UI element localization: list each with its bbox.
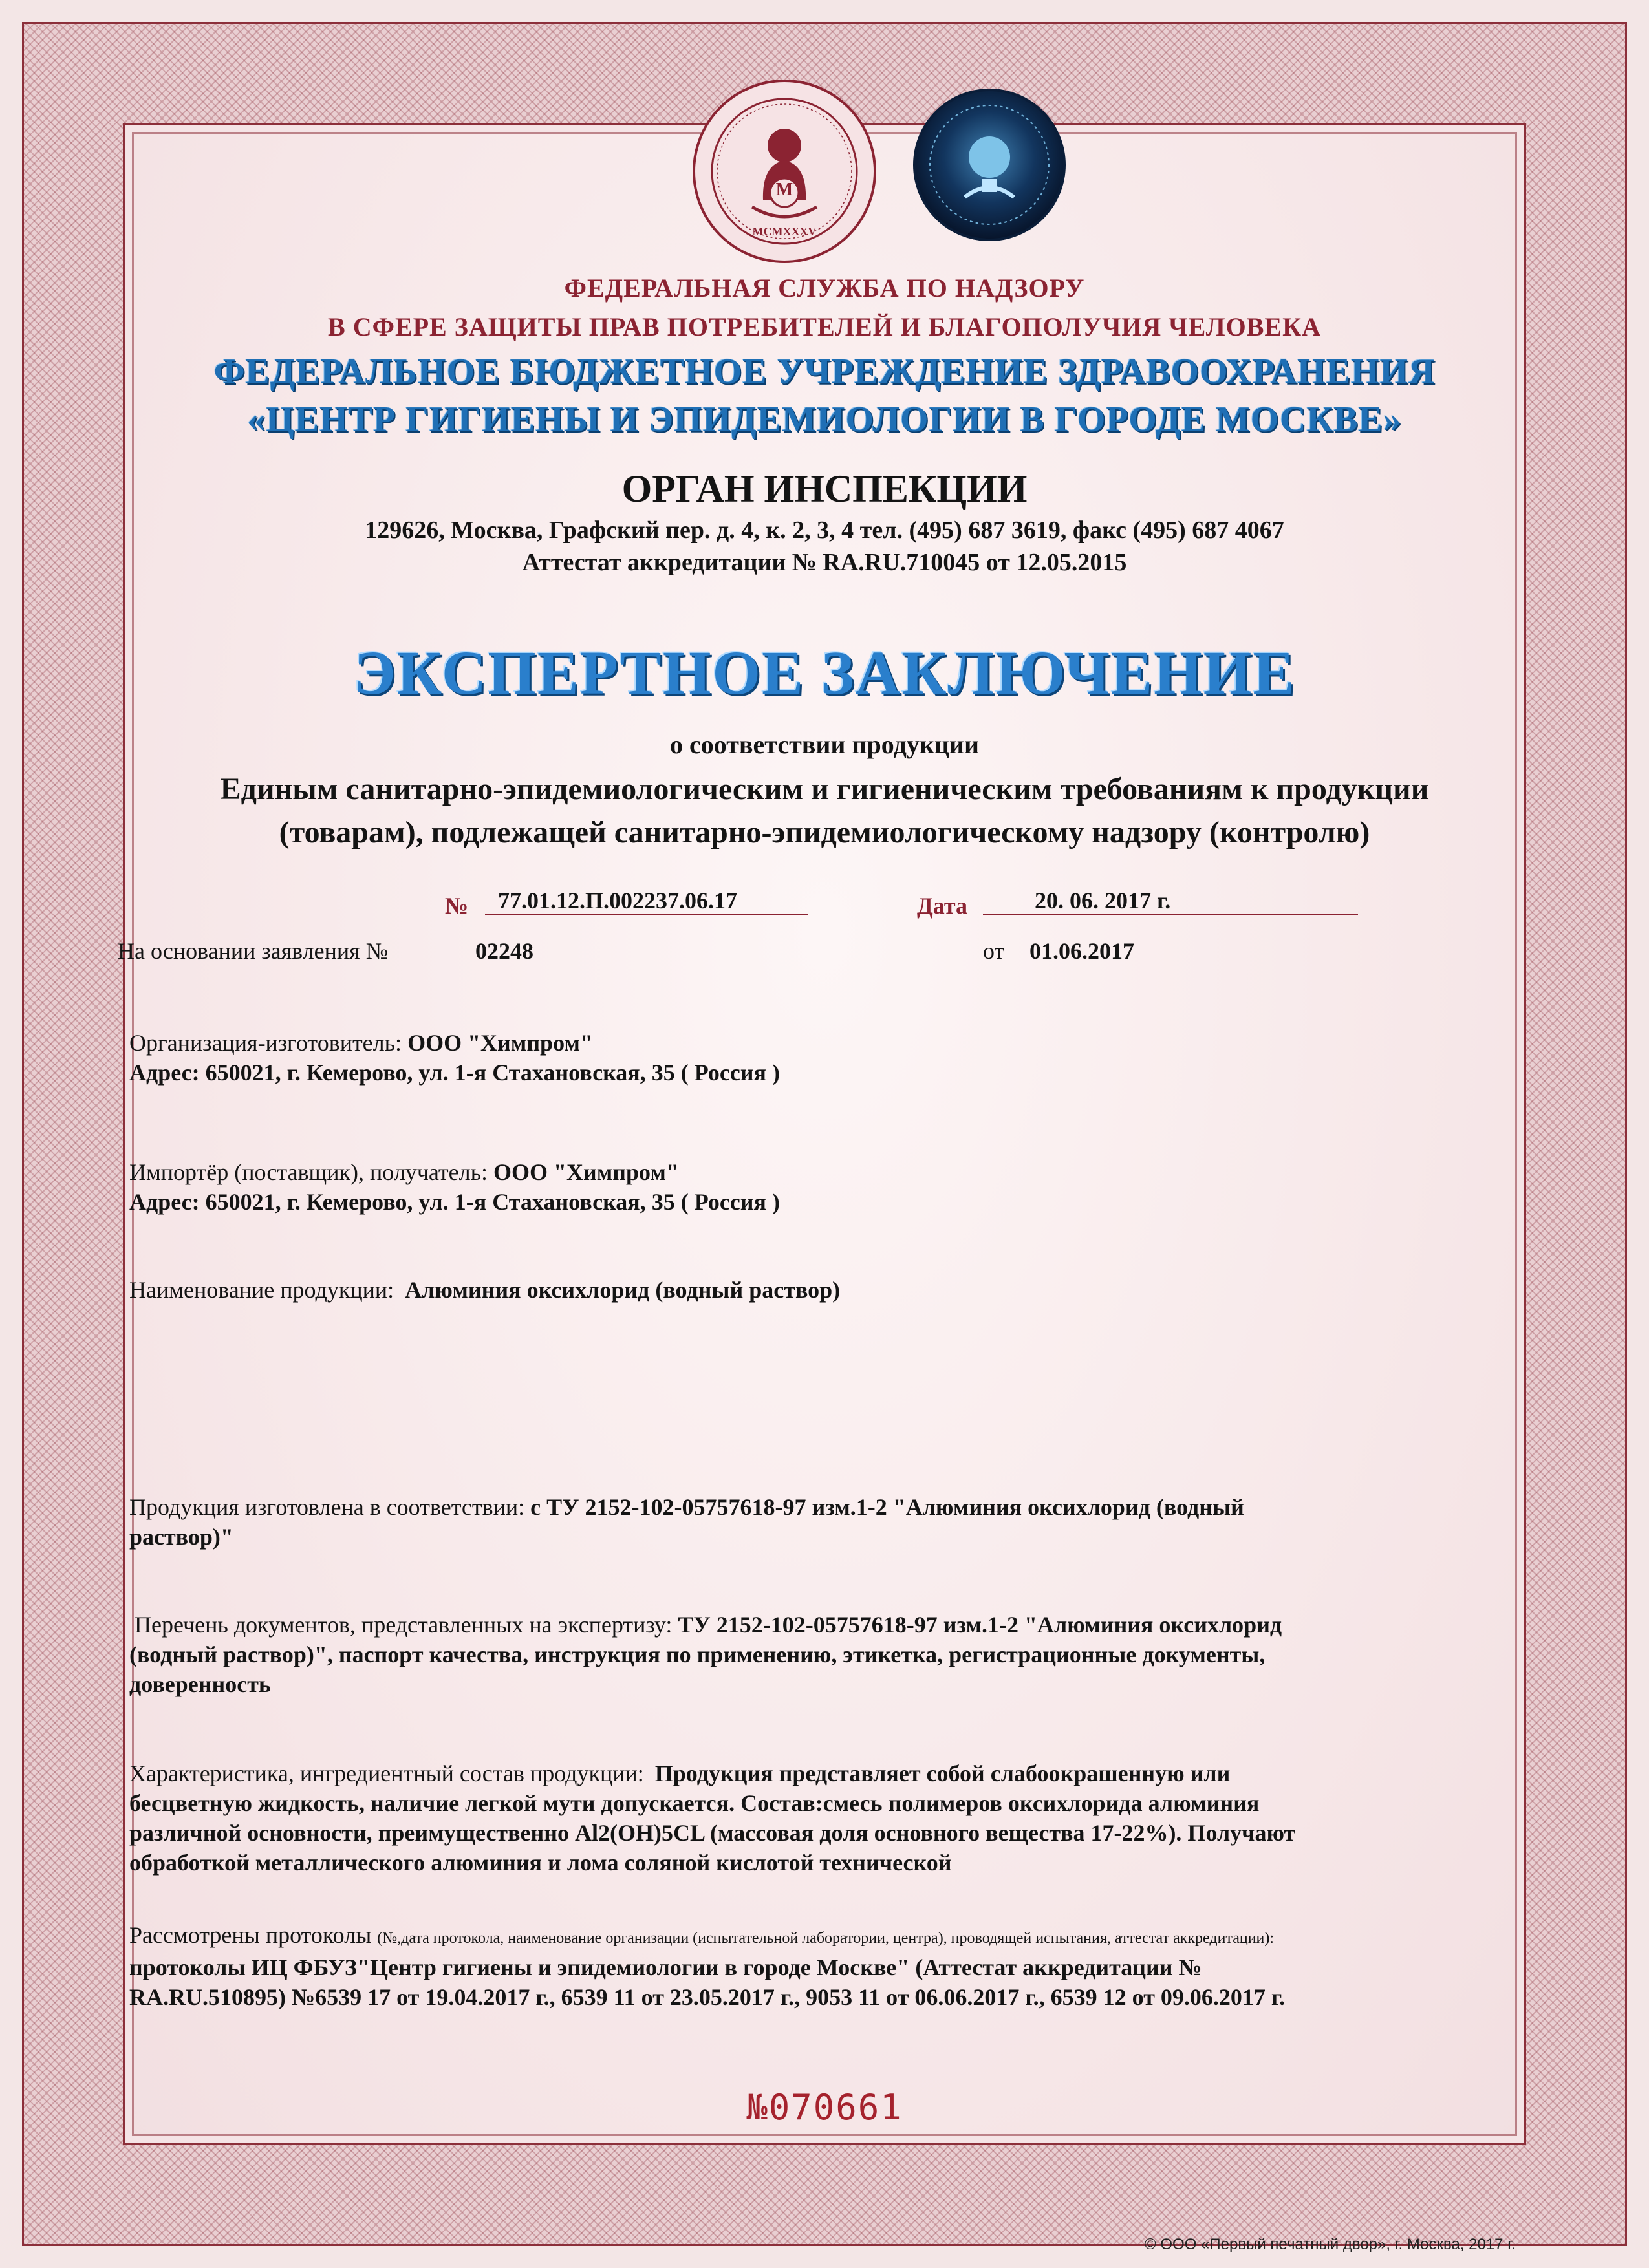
protocols-label-row [129, 1920, 1552, 1953]
conformity-text-2: раствор)" [129, 1524, 233, 1550]
document-title: ЭКСПЕРТНОЕ ЗАКЛЮЧЕНИЕ [353, 638, 1296, 707]
protocols-label-small: (№,дата протокола, наименование организации (испытательной лаборатории, центра), проводящей испытания, аттестат аккредитации): [377, 1930, 1275, 1947]
protocols-label: Рассмотрены протоколы [129, 1922, 372, 1948]
importer-address: Адрес: 650021, г. Кемерово, ул. 1-я Стахановская, 35 ( Россия ) [129, 1189, 780, 1215]
product-row [129, 1275, 1520, 1305]
importer-label: Импортёр (поставщик), получатель: [129, 1159, 488, 1185]
serial-number: №070661 [746, 2087, 903, 2128]
composition-text-2: бесцветную жидкость, наличие легкой мути допускается. Состав:смесь полимеров оксихлорида алюминия [129, 1790, 1260, 1816]
documents-label: Перечень документов, представленных на экспертизу: [135, 1612, 673, 1638]
conformity-label: Продукция изготовлена в соответствии: [129, 1494, 525, 1520]
hologram-seal [912, 87, 1067, 242]
importer-name: ООО "Химпром" [493, 1159, 679, 1185]
documents-row [135, 1610, 1525, 1640]
application-label: На основании заявления № [118, 938, 389, 964]
organ-accreditation: Аттестат аккредитации № RA.RU.710045 от 12.05.2015 [522, 549, 1127, 576]
organ-address: 129626, Москва, Графский пер. д. 4, к. 2, 3, 4 тел. (495) 687 3619, факс (495) 687 4067 [365, 517, 1284, 544]
documents-text-1: ТУ 2152-102-05757618-97 изм.1-2 "Алюминия оксихлорид [678, 1612, 1282, 1638]
number-label: № [445, 893, 469, 919]
composition-text-1: Продукция представляет собой слабоокрашенную или [654, 1760, 1231, 1786]
composition-text-3: различной основности, преимущественно Al2(OH)5CL (массовая доля основного вещества 17-22%). Получают [129, 1820, 1296, 1846]
header-line-4: «ЦЕНТР ГИГИЕНЫ И ЭПИДЕМИОЛОГИИ В ГОРОДЕ МОСКВЕ» [247, 400, 1402, 440]
subtitle-line-2: Единым санитарно-эпидемиологическим и гигиеническим требованиям к продукции [220, 772, 1429, 806]
conformity-text-1: с ТУ 2152-102-05757618-97 изм.1-2 "Алюминия оксихлорид (водный [530, 1494, 1244, 1520]
manufacturer-row [129, 1028, 1520, 1058]
header-line-1: ФЕДЕРАЛЬНАЯ СЛУЖБА ПО НАДЗОРУ [564, 273, 1085, 303]
date-value: 20. 06. 2017 г. [983, 887, 1358, 915]
subtitle-line-3: (товарам), подлежащей санитарно-эпидемиологическому надзору (контролю) [279, 815, 1370, 850]
product-name: Алюминия оксихлорид (водный раствор) [405, 1277, 841, 1303]
date-label: Дата [917, 893, 967, 919]
printer-copyright: © ООО «Первый печатный двор», г. Москва, 2017 г. [1145, 2236, 1516, 2253]
protocols-text-2: RA.RU.510895) №6539 17 от 19.04.2017 г., 6539 11 от 23.05.2017 г., 9053 11 от 06.06.2017 г., 6539 12 от 09.06.2017 г. [129, 1984, 1286, 2010]
rospotrebnadzor-seal [691, 78, 878, 265]
composition-text-4: обработкой металлического алюминия и лома соляной кислотой технической [129, 1850, 952, 1876]
documents-text-2: (водный раствор)", паспорт качества, инструкция по применению, этикетка, регистрационные документы, [129, 1642, 1266, 1667]
application-number: 02248 [475, 938, 534, 964]
product-label: Наименование продукции: [129, 1277, 394, 1303]
protocols-text-1: протоколы ИЦ ФБУЗ"Центр гигиены и эпидемиологии в городе Москве" (Аттестат аккредитации № [129, 1954, 1202, 1980]
subtitle-line-1: о соответствии продукции [669, 730, 980, 759]
application-date: 01.06.2017 [1029, 938, 1134, 964]
number-value: 77.01.12.П.002237.06.17 [485, 887, 808, 915]
conformity-row [129, 1492, 1520, 1522]
manufacturer-name: ООО "Химпром" [407, 1030, 593, 1056]
seal-year: MCMXXXV [752, 225, 817, 238]
composition-label: Характеристика, ингредиентный состав продукции: [129, 1760, 644, 1786]
seal-monogram: M [775, 180, 793, 200]
composition-row [129, 1759, 1520, 1788]
organ-title: ОРГАН ИНСПЕКЦИИ [621, 467, 1028, 510]
manufacturer-address: Адрес: 650021, г. Кемерово, ул. 1-я Стахановская, 35 ( Россия ) [129, 1060, 780, 1086]
header-line-2: В СФЕРЕ ЗАЩИТЫ ПРАВ ПОТРЕБИТЕЛЕЙ И БЛАГОПОЛУЧИЯ ЧЕЛОВЕКА [328, 312, 1321, 341]
manufacturer-label: Организация-изготовитель: [129, 1030, 402, 1056]
documents-text-3: доверенность [129, 1671, 271, 1697]
application-from-label: от [983, 938, 1005, 964]
importer-row [129, 1157, 1520, 1187]
header-line-3: ФЕДЕРАЛЬНОЕ БЮДЖЕТНОЕ УЧРЕЖДЕНИЕ ЗДРАВООХРАНЕНИЯ [213, 352, 1436, 392]
